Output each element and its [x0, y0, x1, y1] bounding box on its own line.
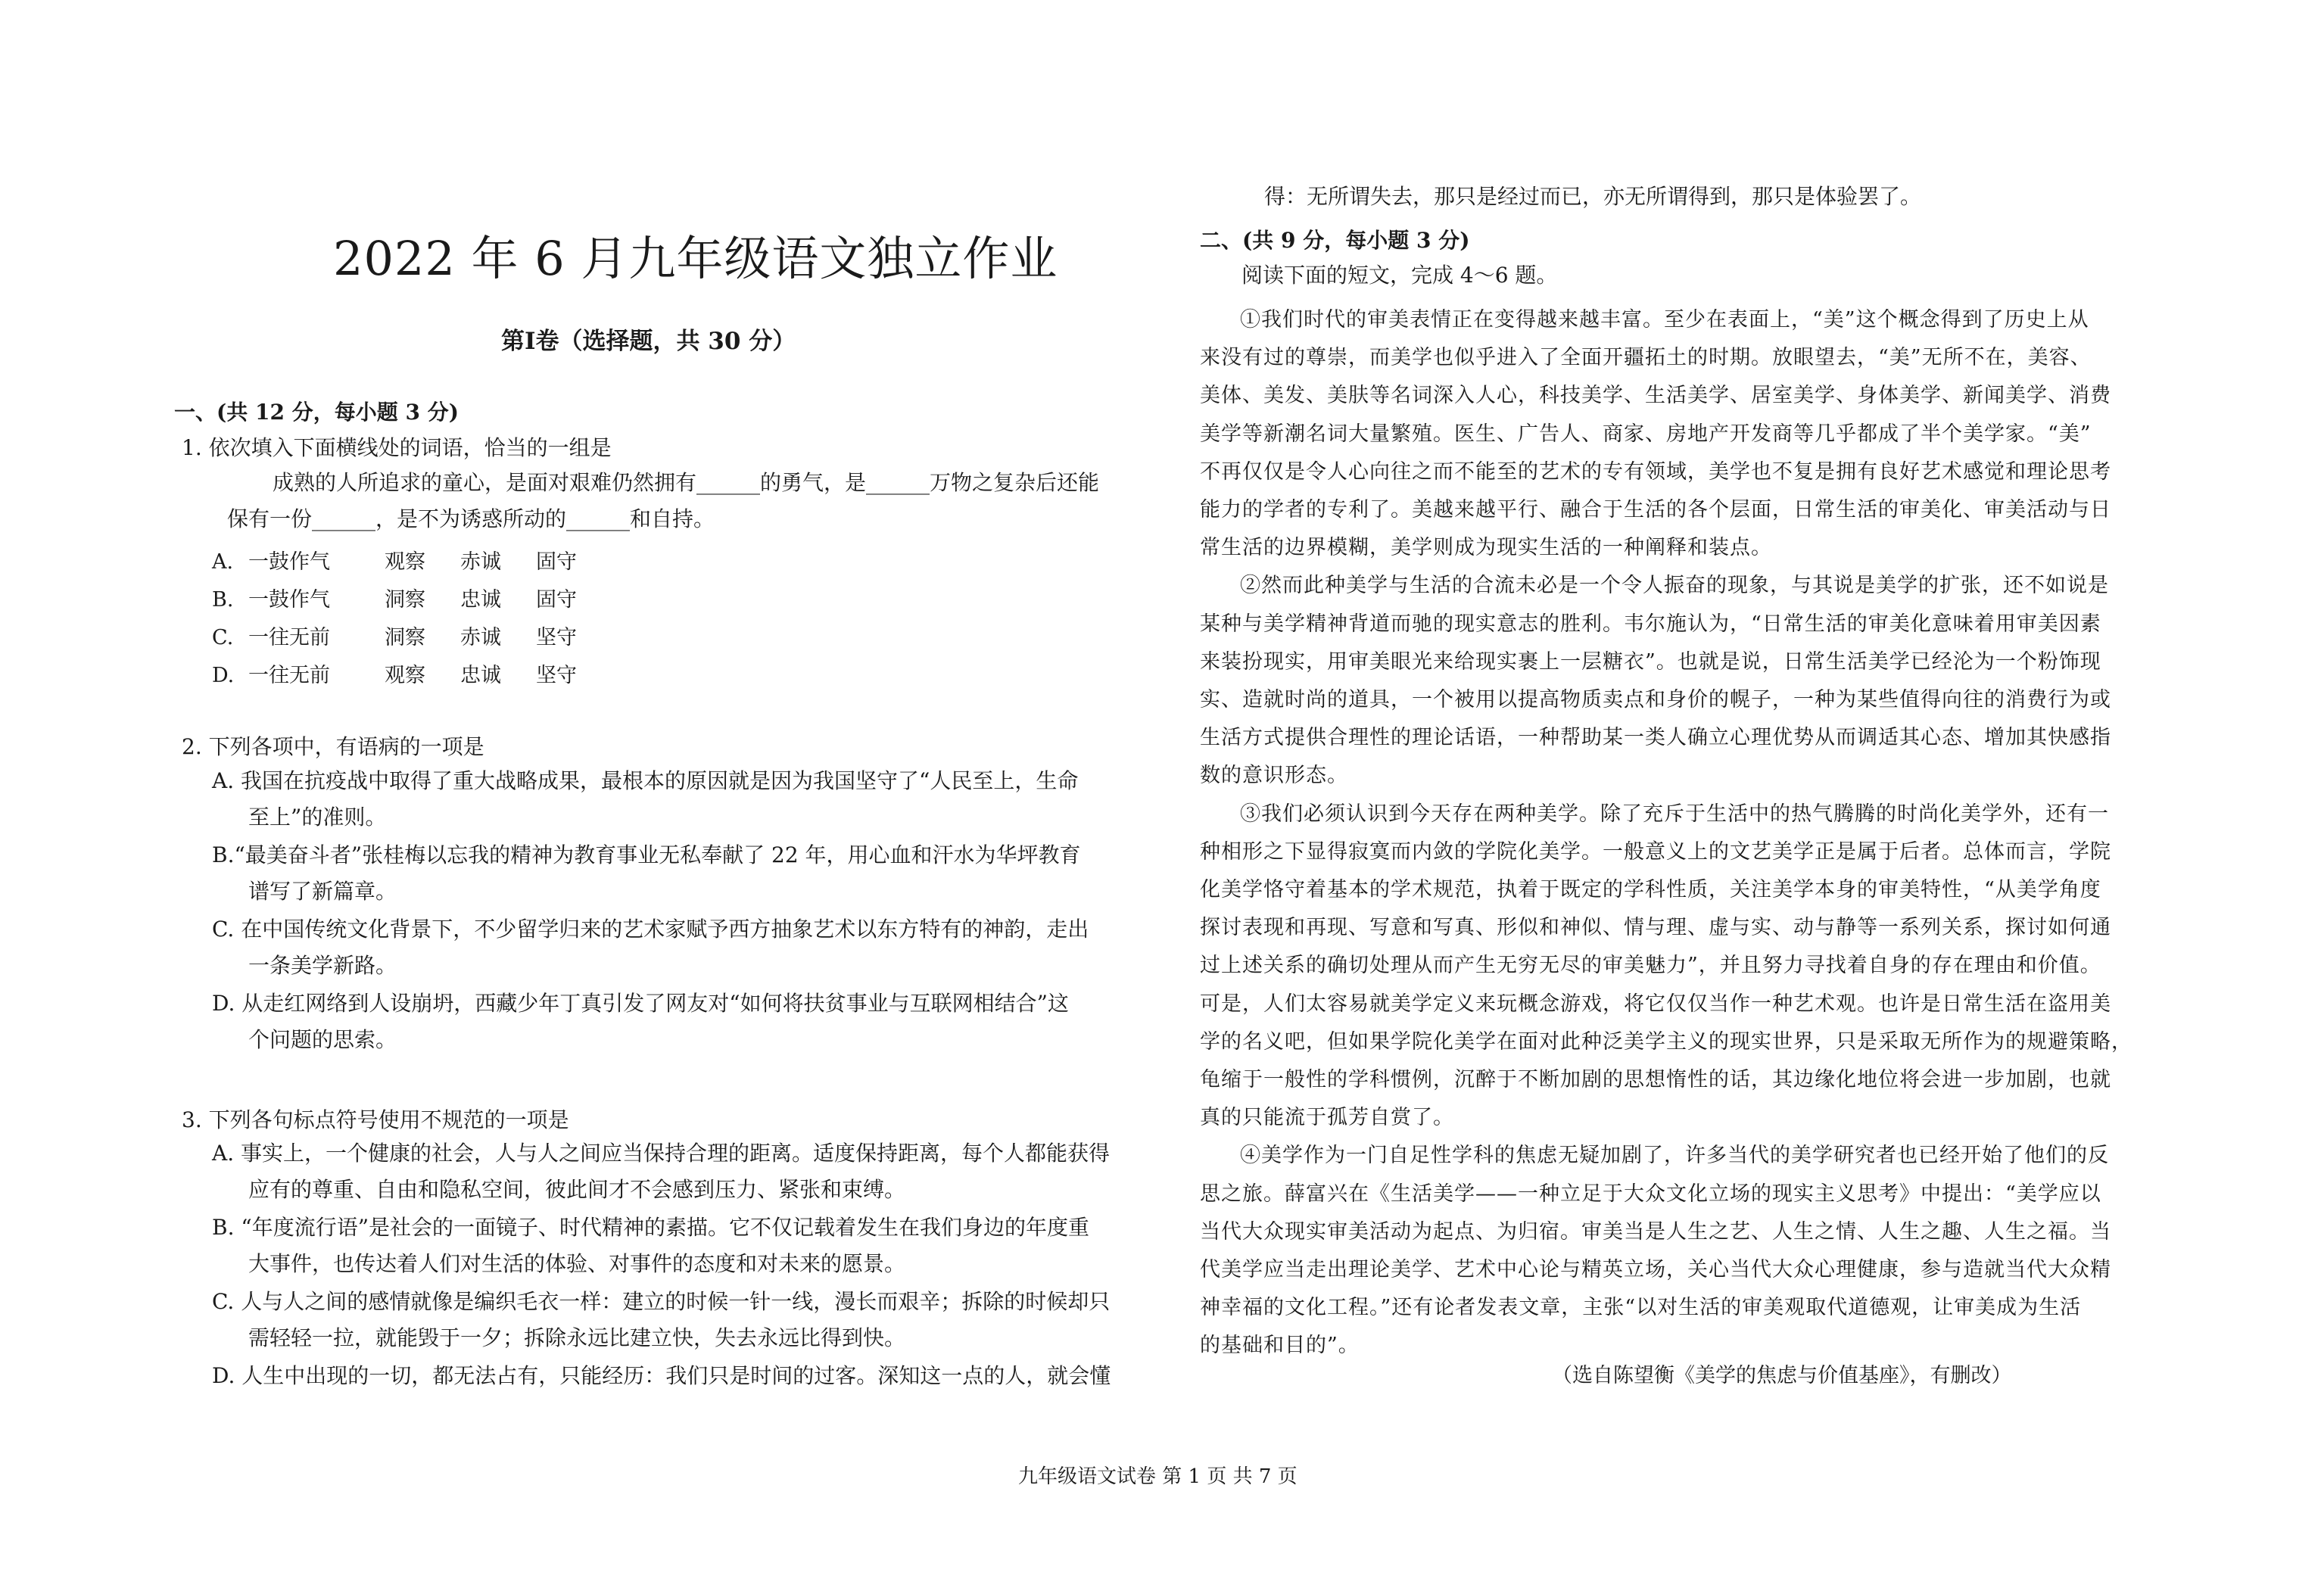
option-word: 观察 [385, 550, 425, 574]
passage-line: 实、造就时尚的道具，一个被用以提高物质卖点和身价的幌子，一种为某些值得向往的消费行为或 [1200, 688, 2111, 711]
question-1-option [212, 659, 612, 688]
section-heading-2: 二、(共 9 分，每小题 3 分) [1200, 228, 1470, 253]
passage-line: 神幸福的文化工程。”还有论者发表文章，主张“以对生活的审美观取代道德观，让审美成为生活 [1200, 1296, 2082, 1320]
option-word: 一鼓作气 [248, 550, 330, 574]
passage-line: 探讨表现和再现、写意和写真、形似和神似、情与理、虚与实、动与静等一系列关系，探讨如何通 [1200, 916, 2111, 940]
question-3-line: 需轻轻一拉，就能毁于一夕；拆除永远比建立快，失去永远比得到快。 [248, 1325, 906, 1350]
passage-line: 美体、美发、美肤等名词深入人心，科技美学、生活美学、居室美学、身体美学、新闻美学、消费 [1200, 384, 2111, 408]
passage-line: 某种与美学精神背道而驰的现实意志的胜利。韦尔施认为，“日常生活的审美化意味着用审美因素 [1200, 612, 2101, 636]
question-2-line: 谱写了新篇章。 [248, 879, 397, 904]
page-footer: 九年级语文试卷 第 1 页 共 7 页 [1018, 1465, 1298, 1488]
section-heading-1: 一、(共 12 分，每小题 3 分) [174, 400, 459, 425]
option-word: 坚守 [536, 664, 577, 687]
question-2-line: 个问题的思索。 [248, 1027, 397, 1052]
question-3-line: B. “年度流行语”是社会的一面镜子、时代精神的素描。它不仅记载着发生在我们身边的年度重 [212, 1215, 1090, 1240]
passage-line: ④美学作为一门自足性学科的焦虑无疑加剧了，许多当代的美学研究者也已经开始了他们的反 [1240, 1144, 2109, 1168]
option-word: 赤诚 [460, 550, 501, 574]
passage-line: 学的名义吧，但如果学院化美学在面对此种泛美学主义的现实世界，只是采取无所作为的规避策略， [1200, 1029, 2132, 1054]
passage-line: 生活方式提供合理性的理论话语，一种帮助某一类人确立心理优势从而调适其心态、增加其快感指 [1200, 726, 2111, 750]
passage-line: 美学等新潮名词大量繁殖。医生、广告人、商家、房地产开发商等几乎都成了半个美学家。“美” [1200, 422, 2092, 446]
section-subtitle: 第Ⅰ卷（选择题，共 30 分） [501, 328, 796, 355]
option-word: 洞察 [385, 588, 425, 612]
passage-line: 龟缩于一般性的学科惯例，沉醉于不断加剧的思想惰性的话，其边缘化地位将会进一步加剧，也就 [1200, 1068, 2111, 1091]
passage-line: 来没有过的尊崇，而美学也似乎进入了全面开疆拓土的时期。放眼望去，“美”无所不在，美容、 [1200, 346, 2092, 370]
passage-source: （选自陈望衡《美学的焦虑与价值基座》，有删改） [1552, 1364, 2012, 1387]
question-2-line: C. 在中国传统文化背景下，不少留学归来的艺术家赋予西方抽象艺术以东方特有的神韵，走出 [212, 917, 1089, 942]
option-label: B. [212, 588, 234, 612]
question-2-line: A. 我国在抗疫战中取得了重大战略成果，最根本的原因就是因为我国坚守了“人民至上，生命 [212, 768, 1079, 793]
reading-intro: 阅读下面的短文，完成 4～6 题。 [1241, 263, 1558, 288]
question-1-stem: 1. 依次填入下面横线处的词语，恰当的一组是 [182, 435, 612, 460]
question-2-stem: 2. 下列各项中，有语病的一项是 [182, 734, 484, 759]
passage-line: ③我们必须认识到今天存在两种美学。除了充斥于生活中的热气腾腾的时尚化美学外，还有一 [1240, 802, 2109, 826]
passage-line: 化美学恪守着基本的学术规范，执着于既定的学科性质，关注美学本身的审美特性，“从美学角度 [1200, 878, 2101, 901]
option-word: 忠诚 [460, 588, 501, 612]
question-3-line: D. 人生中出现的一切，都无法占有，只能经历：我们只是时间的过客。深知这一点的人，就会懂 [212, 1363, 1111, 1388]
option-label: D. [212, 664, 235, 687]
option-word: 固守 [536, 550, 577, 574]
passage-line: ①我们时代的审美表情正在变得越来越丰富。至少在表面上，“美”这个概念得到了历史上从 [1240, 308, 2089, 332]
option-word: 观察 [385, 664, 425, 687]
question-1-text-line: 保有一份______，是不为诱惑所动的______和自持。 [227, 506, 715, 531]
question-3-line: 大事件，也传达着人们对生活的体验、对事件的态度和对未来的愿景。 [248, 1251, 906, 1276]
passage-line: 数的意识形态。 [1200, 764, 1348, 788]
option-word: 忠诚 [460, 664, 501, 687]
option-word: 一鼓作气 [248, 588, 330, 612]
option-label: A. [212, 550, 234, 574]
question-3-stem: 3. 下列各句标点符号使用不规范的一项是 [182, 1107, 569, 1132]
question-3-line: A. 事实上，一个健康的社会，人与人之间应当保持合理的距离。适度保持距离，每个人都能获得 [212, 1141, 1111, 1166]
passage-line: 不再仅仅是令人心向往之而不能至的艺术的专有领域，美学也不复是拥有良好艺术感觉和理论思考 [1200, 459, 2111, 484]
passage-line: 真的只能流于孤芳自赏了。 [1200, 1106, 1454, 1130]
option-word: 一往无前 [248, 664, 330, 687]
passage-line: 代美学应当走出理论美学、艺术中心论与精英立场，关心当代大众心理健康，参与造就当代大众精 [1200, 1258, 2111, 1281]
passage-line: 思之旅。薛富兴在《生活美学——一种立足于大众文化立场的现实主义思考》中提出：“美学应以 [1200, 1182, 2101, 1206]
option-word: 洞察 [385, 626, 425, 649]
question-2-line: B.“最美奋斗者”张桂梅以忘我的精神为教育事业无私奉献了 22 年，用心血和汗水为华坪教育 [212, 842, 1081, 867]
question-2-line: 一条美学新路。 [248, 953, 397, 978]
question-1-option [212, 583, 612, 612]
passage-line: 能力的学者的专利了。美越来越平行、融合于生活的各个层面，日常生活的审美化、审美活动与日 [1200, 498, 2111, 522]
passage-line: 可是，人们太容易就美学定义来玩概念游戏，将它仅仅当作一种艺术观。也许是日常生活在盗用美 [1200, 992, 2111, 1016]
passage-line: 的基础和目的”。 [1200, 1334, 1360, 1358]
option-word: 赤诚 [460, 626, 501, 649]
passage-line: 当代大众现实审美活动为起点、为归宿。审美当是人生之艺、人生之情、人生之趣、人生之福。当 [1200, 1219, 2111, 1244]
question-3-line: C. 人与人之间的感情就像是编织毛衣一样：建立的时候一针一线，漫长而艰辛；拆除的时候却只 [212, 1289, 1111, 1314]
question-1-text-line: 成熟的人所追求的童心，是面对艰难仍然拥有______的勇气，是______万物之复杂后还能 [273, 470, 1100, 495]
question-2-line: D. 从走红网络到人设崩坍，西藏少年丁真引发了网友对“如何将扶贫事业与互联网相结合”这 [212, 991, 1069, 1016]
passage-line: 过上述关系的确切处理从而产生无穷无尽的审美魅力”，并且努力寻找着自身的存在理由和价值。 [1200, 954, 2101, 978]
option-word: 固守 [536, 588, 577, 612]
passage-line: 来装扮现实，用审美眼光来给现实裹上一层糖衣”。也就是说，日常生活美学已经沦为一个粉饰现 [1200, 649, 2101, 674]
option-label: C. [212, 626, 234, 649]
option-word: 一往无前 [248, 626, 330, 649]
passage-line: 种相形之下显得寂寞而内敛的学院化美学。一般意义上的文艺美学正是属于后者。总体而言，学院 [1200, 839, 2111, 864]
question-2-line: 至上”的准则。 [248, 805, 387, 830]
question-3-line: 应有的尊重、自由和隐私空间，彼此间才不会感到压力、紧张和束缚。 [248, 1177, 906, 1202]
question-1-option [212, 621, 612, 650]
option-word: 坚守 [536, 626, 577, 649]
question-1-option [212, 545, 612, 574]
page-title: 2022 年 6 月九年级语文独立作业 [333, 231, 1058, 286]
continued-line: 得：无所谓失去，那只是经过而已，亦无所谓得到，那只是体验罢了。 [1264, 184, 1922, 209]
passage-line: 常生活的边界模糊，美学则成为现实生活的一种阐释和装点。 [1200, 536, 1772, 560]
passage-line: ②然而此种美学与生活的合流未必是一个令人振奋的现象，与其说是美学的扩张，还不如说是 [1240, 574, 2109, 598]
